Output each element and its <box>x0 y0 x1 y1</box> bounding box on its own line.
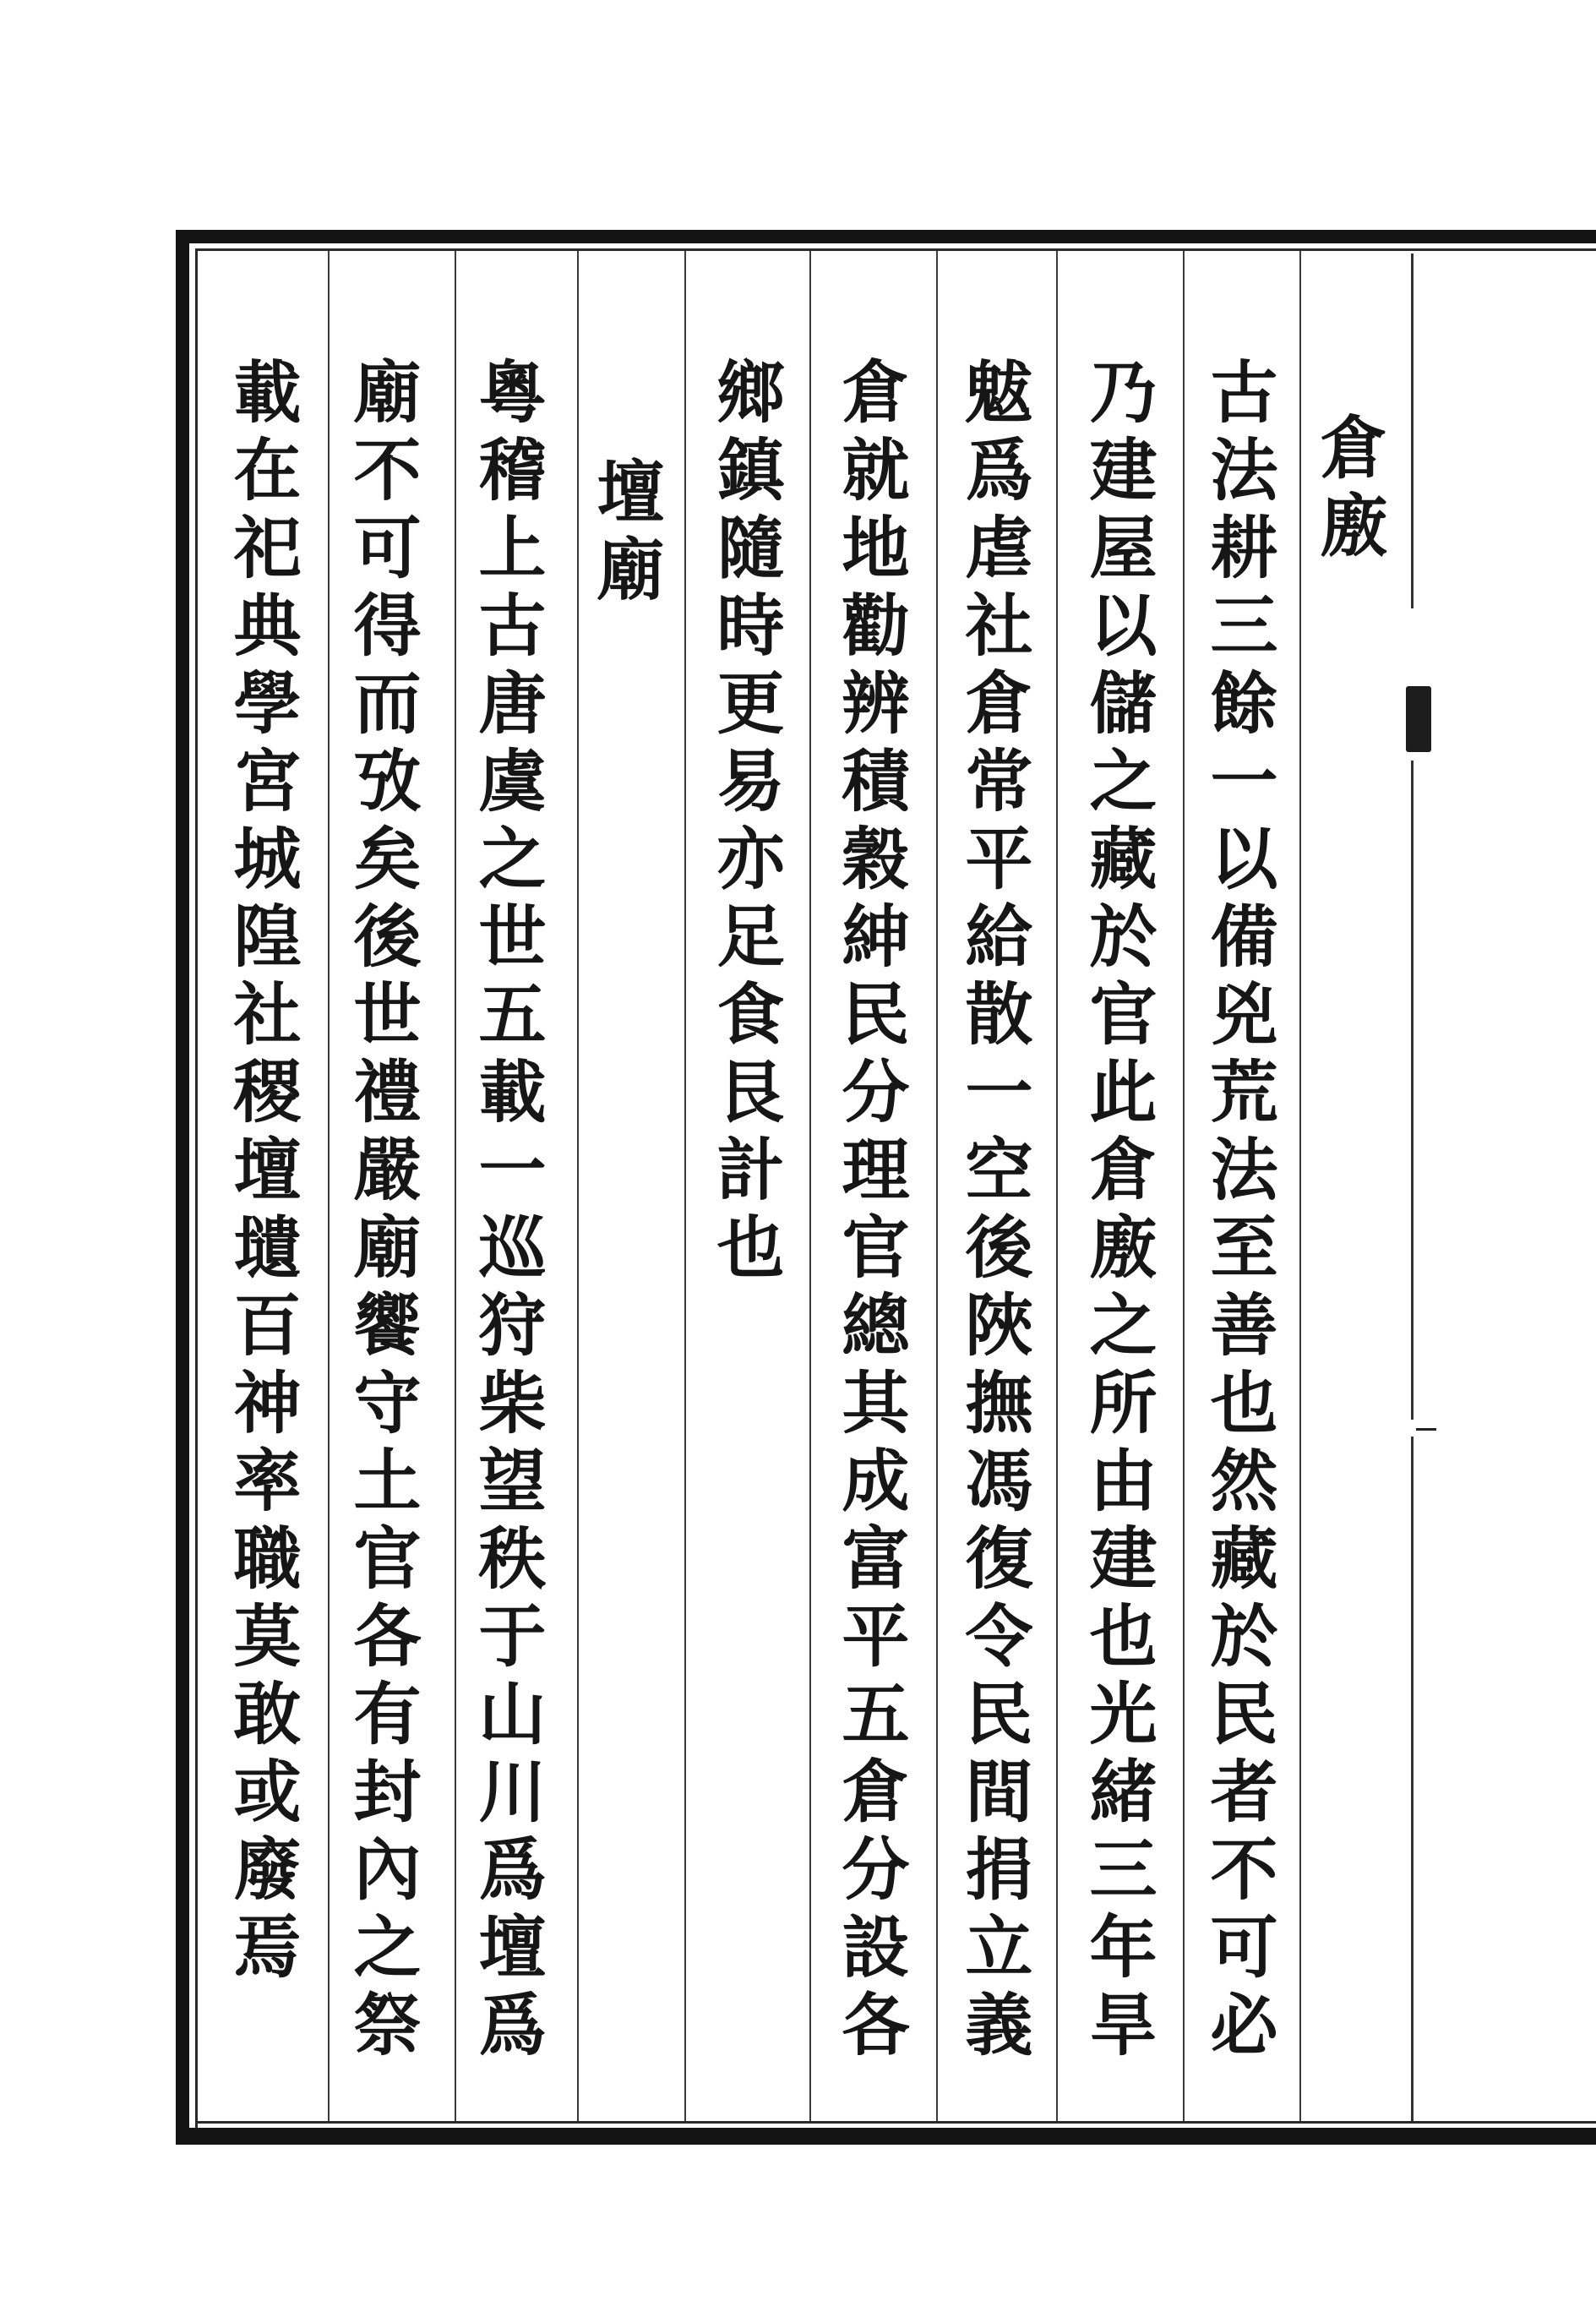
column-rule <box>1183 251 1185 2121</box>
frame-left-border <box>176 230 189 2141</box>
text-column-5: 倉就地勸辨積穀紳民分理官總其成富平五倉分設各 <box>831 357 910 2067</box>
text-column-4: 魃爲虐社倉常平給散一空後陜撫馮復令民間捐立義 <box>954 357 1033 2067</box>
frame-top-border <box>176 230 1596 243</box>
text-column-9: 廟不可得而攷矣後世禮嚴廟饗守土官各有封內之祭 <box>342 357 422 2067</box>
fold-tick <box>1416 1428 1436 1431</box>
text-column-6: 鄉鎮隨時更易亦足食艮計也 <box>705 357 785 1290</box>
fold-edge-line <box>1411 761 1414 1420</box>
column-rule <box>1299 251 1301 2121</box>
text-column-8: 粵稽上古唐虞之世五載一巡狩柴望秩于山川爲壇爲 <box>467 357 547 2067</box>
column-rule <box>1056 251 1058 2121</box>
text-column-10: 載在祀典學宮城隍社稷壇壝百神率職莫敢或廢焉 <box>222 357 302 1989</box>
fold-edge-line <box>1411 1437 1414 2121</box>
frame-bottom-border <box>176 2128 1596 2145</box>
fold-mark <box>1406 686 1431 752</box>
text-column-2: 古法耕三餘一以備兇荒法至善也然藏於民者不可必 <box>1199 357 1278 2067</box>
section-heading-temples: 壇廟 <box>586 456 665 612</box>
column-rule <box>328 251 330 2121</box>
section-heading-granary: 倉廒 <box>1309 412 1388 568</box>
frame-top-inner-line <box>196 248 1596 251</box>
fold-edge-line <box>1411 254 1414 608</box>
frame-left-inner-line <box>195 248 198 2128</box>
column-rule <box>809 251 811 2121</box>
text-column-3: 乃建屋以儲之藏於官此倉廒之所由建也光緒三年旱 <box>1078 357 1158 2067</box>
frame-bottom-inner-line <box>196 2121 1596 2124</box>
column-rule <box>684 251 686 2121</box>
column-rule <box>936 251 938 2121</box>
column-rule <box>577 251 579 2121</box>
column-rule <box>455 251 456 2121</box>
